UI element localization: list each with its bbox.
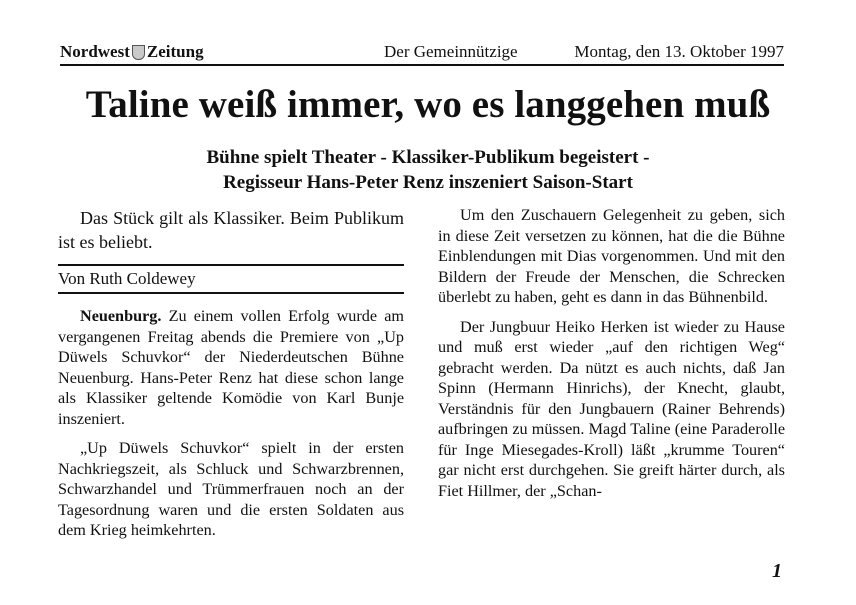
right-paragraph-1: Um den Zuschauern Gelegenheit zu geben, sich in diese Zeit versetzen zu können, hat die die Bühne Einblendungen mit Dias vorgenommen. Und mit den Bildern der Freude der Menschen, die Schrecken überlebt zu haben, geht es dann in das Bühnenbild. [438, 206, 785, 306]
subheadline [0, 145, 856, 195]
left-paragraph-1 [58, 306, 404, 429]
left-column [58, 206, 404, 550]
dateline-location: Neuenburg. [80, 307, 162, 325]
teaser: Das Stück gilt als Klassiker. Beim Publikum ist es beliebt. [58, 208, 404, 252]
issue-date: Montag, den 13. Oktober 1997 [574, 42, 784, 61]
masthead [60, 40, 784, 66]
crest-icon [132, 45, 145, 60]
right-column [438, 205, 785, 510]
newspaper-name-right: Zeitung [146, 42, 204, 61]
subheadline-line-1: Bühne spielt Theater - Klassiker-Publikum begeistert - [206, 147, 650, 168]
byline: Von Ruth Coldewey [58, 264, 404, 294]
teaser-box [58, 206, 404, 264]
left-paragraph-2: „Up Düwels Schuvkor“ spielt in der ersten Nachkriegszeit, als Schluck und Schwarzbrennen, Schwarzhandel und Trümmerfrauen noch an der Tagesordnung waren und die ersten Soldaten aus dem Krieg heimkehrten. [58, 439, 404, 539]
headline: Taline weiß immer, wo es langgehen muß [85, 83, 771, 126]
newspaper-name-left: Nordwest [60, 42, 130, 61]
page-number: 1 [772, 560, 782, 582]
right-paragraph-2: Der Jungbuur Heiko Herken ist wieder zu Hause und muß erst wieder „auf den richtigen Weg“ gebracht werden. Da nützt es auch nichts, daß Jan Spinn (Hermann Hinrichs), der Knecht, glaubt, Verständnis für den Jungbauern (Rainer Behrends) aufbringen zu müssen. Magd Taline (eine Paraderolle für Inge Miesegades-Kroll) läßt „krumme Touren“ gar nicht erst durchgehen. Sie greift härter durch, als Fiet Hillmer, der „Schan- [438, 317, 785, 500]
left-paragraph-1-text: Zu einem vollen Erfolg wurde am vergangenen Freitag abends die Premiere von „Up Düwels Schuvkor“ der Niederdeutschen Bühne Neuenburg. Hans-Peter Renz hat diese schon lange als Klassiker geltende Komödie von Karl Bunje inszeniert. [58, 307, 404, 428]
section-name: Der Gemeinnützige [384, 42, 518, 61]
newspaper-name [60, 42, 204, 62]
subheadline-line-2: Regisseur Hans-Peter Renz inszeniert Saison-Start [223, 172, 633, 193]
